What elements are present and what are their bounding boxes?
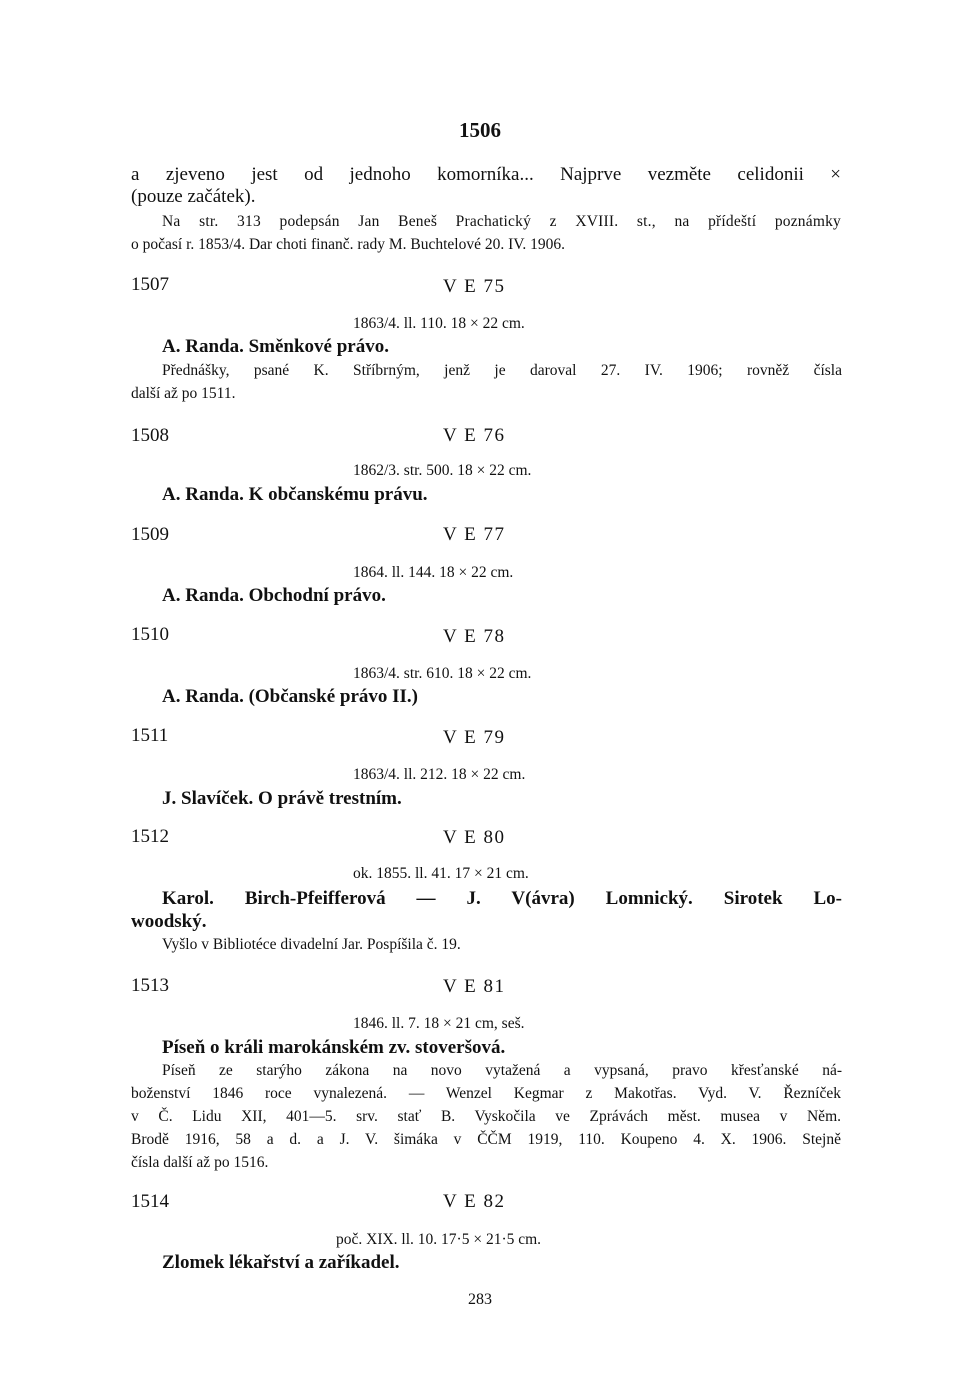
- entry-number: 1511: [131, 725, 169, 746]
- entry-description: Vyšlo v Bibliotéce divadelní Jar. Pospíšila č. 19.: [162, 936, 461, 953]
- entry-description: Píseň ze starýho zákona na novo vytažená a vypsaná, pravo křesťanské ná-: [162, 1062, 842, 1079]
- entry-title: J. Slavíček. O právě trestním.: [162, 788, 402, 809]
- entry-title: Karol. Birch-Pfeifferová — J. V(ávra) Lomnický. Sirotek Lo-: [162, 888, 842, 909]
- entry-number: 1510: [131, 624, 169, 645]
- entry-title: A. Randa. Obchodní právo.: [162, 585, 386, 606]
- intro-line-2: (pouze začátek).: [131, 186, 256, 207]
- entry-physical: ok. 1855. ll. 41. 17 × 21 cm.: [353, 865, 529, 882]
- intro-line-1: a zjeveno jest od jednoho komorníka... Najprve vezměte celidonii ×: [131, 164, 841, 185]
- entry-physical: poč. XIX. ll. 10. 17·5 × 21·5 cm.: [336, 1231, 542, 1248]
- entry-description: Přednášky, psané K. Stříbrným, jenž je daroval 27. IV. 1906; rovněž čísla: [162, 362, 842, 379]
- entry-signature: V E 76: [443, 425, 506, 446]
- entry-title: A. Randa. Směnkové právo.: [162, 336, 389, 357]
- entry-number: 1514: [131, 1191, 169, 1212]
- entry-description: boženství 1846 roce vynalezená. — Wenzel Kegmar z Makotřas. Vyd. V. Řezníček: [131, 1085, 841, 1102]
- entry-physical: 1862/3. str. 500. 18 × 22 cm.: [353, 462, 532, 479]
- intro-note-line-2: o počasí r. 1853/4. Dar choti finanč. rady M. Buchtelové 20. IV. 1906.: [131, 236, 566, 253]
- entry-signature: V E 80: [443, 827, 506, 848]
- entry-physical: 1863/4. str. 610. 18 × 22 cm.: [353, 665, 532, 682]
- entry-title: A. Randa. K občanskému právu.: [162, 484, 428, 505]
- entry-signature: V E 79: [443, 727, 506, 748]
- entry-signature: V E 78: [443, 626, 506, 647]
- entry-signature: V E 77: [443, 524, 506, 545]
- page-number: 283: [468, 1291, 492, 1308]
- entry-signature: V E 82: [443, 1191, 506, 1212]
- entry-number: 1512: [131, 826, 169, 847]
- entry-description: další až po 1511.: [131, 385, 236, 402]
- entry-title: Píseň o králi marokánském zv. stoveršová.: [162, 1037, 506, 1058]
- entry-title-continued: woodský.: [131, 911, 207, 932]
- entry-physical: 1864. ll. 144. 18 × 22 cm.: [353, 564, 514, 581]
- page-header: 1506: [459, 118, 501, 142]
- entry-description: Brodě 1916, 58 a d. a J. V. šimáka v ČČM 1919, 110. Koupeno 4. X. 1906. Stejně: [131, 1131, 841, 1148]
- entry-number: 1513: [131, 975, 169, 996]
- entry-title: A. Randa. (Občanské právo II.): [162, 686, 419, 707]
- entry-number: 1509: [131, 524, 169, 545]
- entry-physical: 1863/4. ll. 212. 18 × 22 cm.: [353, 766, 526, 783]
- entry-signature: V E 75: [443, 276, 506, 297]
- intro-note-line-1: Na str. 313 podepsán Jan Beneš Prachatický z XVIII. st., na přídeští poznámky: [162, 213, 841, 230]
- entry-title: Zlomek lékařství a zaříkadel.: [162, 1252, 400, 1273]
- entry-number: 1508: [131, 425, 169, 446]
- entry-physical: 1863/4. ll. 110. 18 × 22 cm.: [353, 315, 525, 332]
- entry-number: 1507: [131, 274, 169, 295]
- entry-signature: V E 81: [443, 976, 506, 997]
- entry-physical: 1846. ll. 7. 18 × 21 cm, seš.: [353, 1015, 525, 1032]
- entry-description: v Č. Lidu XII, 401—5. srv. stať B. Vyskočila ve Zprávách měst. musea v Něm.: [131, 1108, 841, 1125]
- entry-description: čísla další až po 1516.: [131, 1154, 269, 1171]
